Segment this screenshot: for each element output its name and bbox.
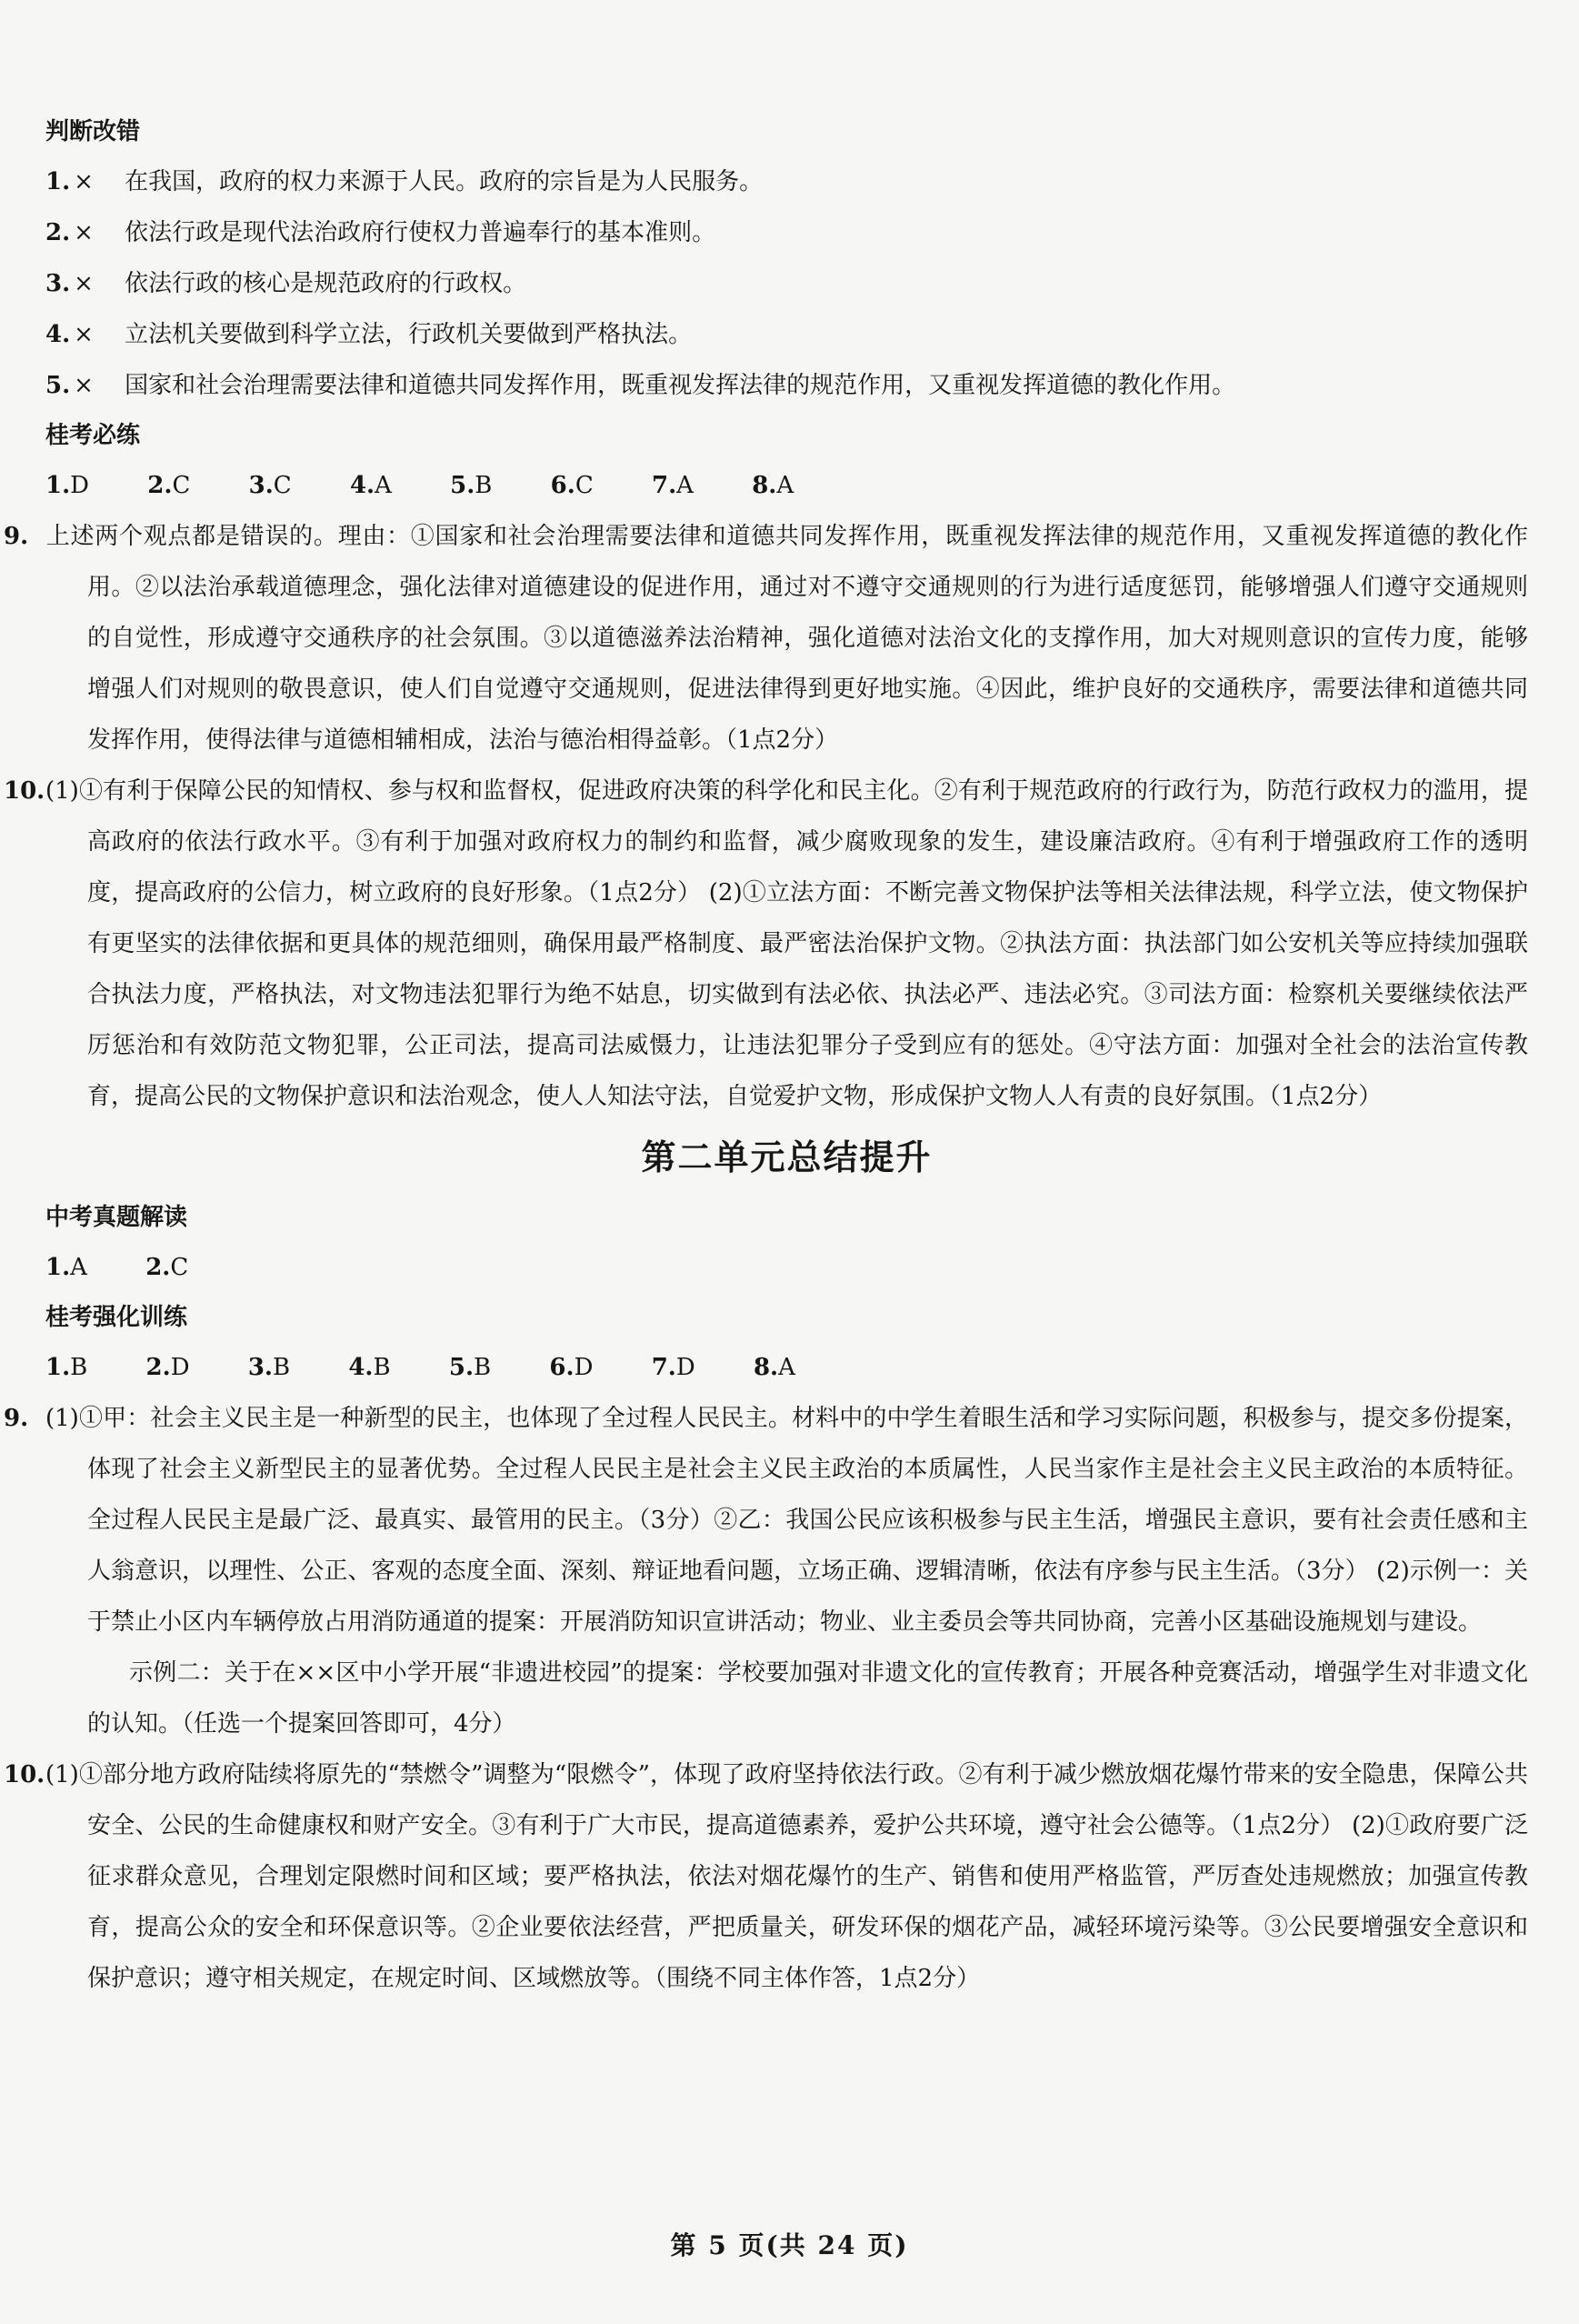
mc-answer: 6.D xyxy=(549,1354,594,1381)
judge-item: 5. × 国家和社会治理需要法律和道德共同发挥作用，既重视发挥法律的规范作用，又重视发挥道德的教化作用。 xyxy=(45,372,1236,399)
mc-answer: 7.A xyxy=(652,472,694,499)
mc-answers-practice xyxy=(45,460,1528,511)
section-heading-judge: 判断改错 xyxy=(45,118,141,145)
mc-answer: 6.C xyxy=(550,472,594,499)
judge-item: 4. × 立法机关要做到科学立法，行政机关要做到严格执法。 xyxy=(45,321,693,348)
page-number: 第 5 页(共 24 页) xyxy=(670,2230,909,2260)
mc-answer: 2.C xyxy=(147,472,191,499)
judge-list xyxy=(45,156,1528,411)
section-heading-exam: 中考真题解读 xyxy=(45,1204,188,1231)
answer-q9-training: 9. (1)①甲：社会主义民主是一种新型的民主，也体现了全过程人民民主。材料中的中学生着眼生活和学习实际问题，积极参与，提交多份提案，体现了社会主义新型民主的显著优势。全过程人民民主是社会主义民主政治的本质属性，人民当家作主是社会主义民主政治的本质特征。全过程人民民主是最广泛、最真实、最管用的民主。（3分）②乙：我国公民应该积极参与民主生活，增强民主意识，要有社会责任感和主人翁意识，以理性、公正、客观的态度全面、深刻、辩证地看问题，立场正确、逻辑清晰，依法有序参与民主生活。（3分） (2)示例一：关于禁止小区内车辆停放占用消防通道的提案：开展消防知识宣讲活动；物业、业主委员会等共同协商，完善小区基础设施规划与建设。 xyxy=(4,1405,1528,1636)
mc-answer: 5.B xyxy=(448,1354,492,1381)
mc-answer: 2.D xyxy=(145,1354,190,1381)
mc-answer: 8.A xyxy=(752,472,794,499)
mc-answer: 2.C xyxy=(145,1254,189,1281)
mc-answer: 1.A xyxy=(45,1254,87,1281)
mc-answer: 1.D xyxy=(45,472,90,499)
mc-answer: 5.B xyxy=(450,472,493,499)
answer-q9-example2: 示例二：关于在××区中小学开展“非遗进校园”的提案：学校要加强对非遗文化的宣传教育；开展各种竞赛活动，增强学生对非遗文化的认知。（任选一个提案回答即可，4分） xyxy=(87,1659,1528,1738)
mc-answers-exam xyxy=(45,1242,1528,1293)
mc-answer: 3.B xyxy=(247,1354,291,1381)
mc-answer: 8.A xyxy=(753,1354,795,1381)
section-heading-training: 桂考强化训练 xyxy=(45,1304,188,1331)
mc-answer: 1.B xyxy=(45,1354,88,1381)
judge-item: 3. × 依法行政的核心是规范政府的行政权。 xyxy=(45,270,527,297)
section-heading-practice: 桂考必练 xyxy=(45,422,141,449)
answer-q10-training: 10.(1)①部分地方政府陆续将原先的“禁燃令”调整为“限燃令”，体现了政府坚持依法行政。②有利于减少燃放烟花爆竹带来的安全隐患，保障公共安全、公民的生命健康权和财产安全。③有利于广大市民，提高道德素养，爱护公共环境，遵守社会公德等。（1点2分） (2)①政府要广泛征求群众意见，合理划定限燃时间和区域；要严格执法，依法对烟花爆竹的生产、销售和使用严格监管，严厉查处违规燃放；加强宣传教育，提高公众的安全和环保意识等。②企业要依法经营，严把质量关，研发环保的烟花产品，减轻环境污染等。③公民要增强安全意识和保护意识；遵守相关规定，在规定时间、区域燃放等。（围绕不同主体作答，1点2分） xyxy=(4,1761,1528,1992)
mc-answer: 4.A xyxy=(349,472,392,499)
mc-answer: 3.C xyxy=(248,472,292,499)
mc-answers-training xyxy=(45,1342,1528,1393)
judge-item: 1. × 在我国，政府的权力来源于人民。政府的宗旨是为人民服务。 xyxy=(45,168,764,195)
answer-q9-practice: 9. 上述两个观点都是错误的。理由：①国家和社会治理需要法律和道德共同发挥作用，既重视发挥法律的规范作用，又重视发挥道德的教化作用。②以法治承载道德理念，强化法律对道德建设的促进作用，通过对不遵守交通规则的行为进行适度惩罚，能够增强人们遵守交通规则的自觉性，形成遵守交通秩序的社会氛围。③以道德滋养法治精神，强化道德对法治文化的支撑作用，加大对规则意识的宣传力度，能够增强人们对规则的敬畏意识，使人们自觉遵守交通规则，促进法律得到更好地实施。④因此，维护良好的交通秩序，需要法律和道德共同发挥作用，使得法律与道德相辅相成，法治与德治相得益彰。（1点2分） xyxy=(4,523,1528,754)
mc-answer: 7.D xyxy=(651,1354,695,1381)
unit-title: 第二单元总结提升 xyxy=(641,1137,933,1177)
answer-q10-practice: 10.(1)①有利于保障公民的知情权、参与权和监督权，促进政府决策的科学化和民主化。②有利于规范政府的行政行为，防范行政权力的滥用，提高政府的依法行政水平。③有利于加强对政府权力的制约和监督，减少腐败现象的发生，建设廉洁政府。④有利于增强政府工作的透明度，提高政府的公信力，树立政府的良好形象。（1点2分） (2)①立法方面：不断完善文物保护法等相关法律法规，科学立法，使文物保护有更坚实的法律依据和更具体的规范细则，确保用最严格制度、最严密法治保护文物。②执法方面：执法部门如公安机关等应持续加强联合执法力度，严格执法，对文物违法犯罪行为绝不姑息，切实做到有法必依、执法必严、违法必究。③司法方面：检察机关要继续依法严厉惩治和有效防范文物犯罪，公正司法，提高司法威慑力，让违法犯罪分子受到应有的惩处。④守法方面：加强对全社会的法治宣传教育，提高公民的文物保护意识和法治观念，使人人知法守法，自觉爱护文物，形成保护文物人人有责的良好氛围。（1点2分） xyxy=(4,777,1528,1110)
judge-item: 2. × 依法行政是现代法治政府行使权力普遍奉行的基本准则。 xyxy=(45,219,716,246)
mc-answer: 4.B xyxy=(348,1354,391,1381)
